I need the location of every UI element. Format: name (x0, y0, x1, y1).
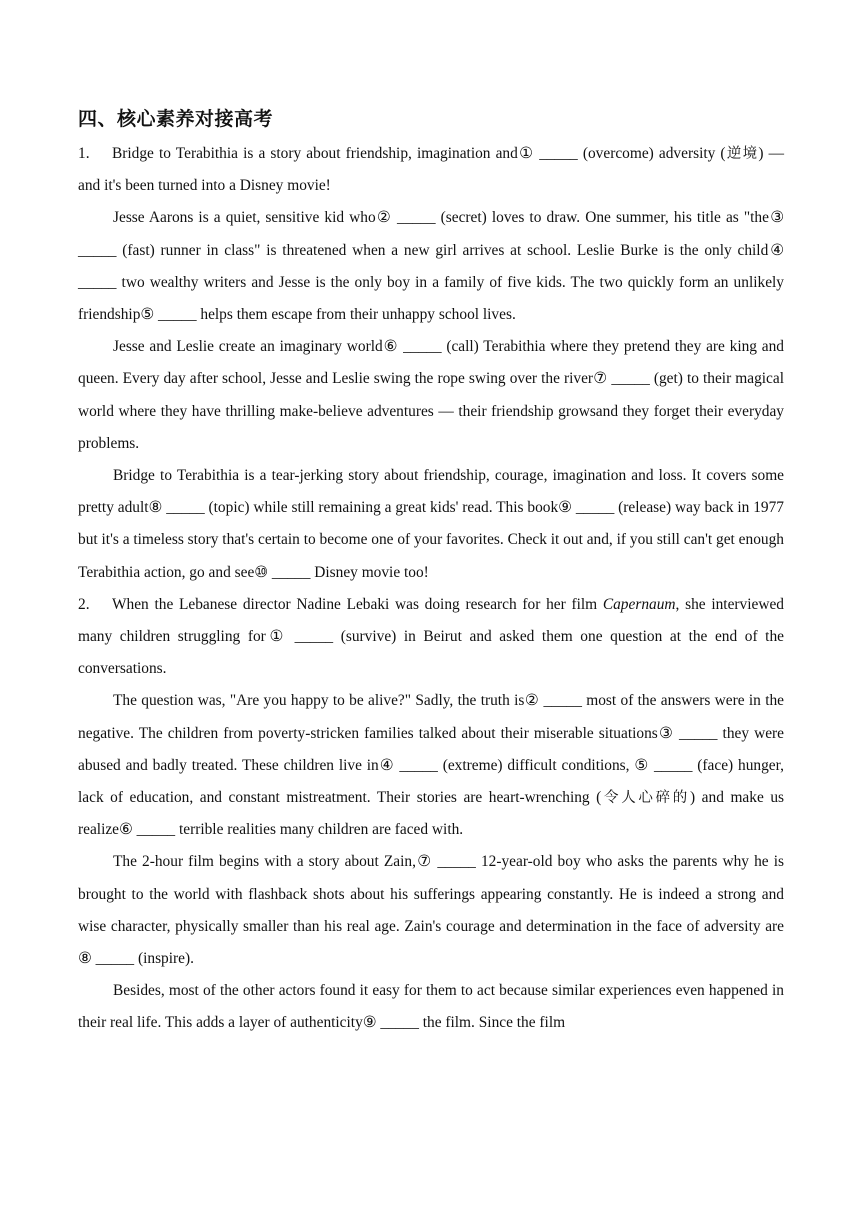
q2-p2-text-b: ) and make us realize⑥ _____ terrible realities many children are faced with. (78, 789, 785, 839)
q1-p1-cjk-gloss: 逆境 (725, 146, 759, 162)
q2-paragraph-4: Besides, most of the other actors found it easy for them to act because similar experiences even happened in their real life. This adds a layer of authenticity⑨ _____ the film. Since the film (78, 982, 784, 1032)
q1-p1-text-a: Bridge to Terabithia is a story about friendship, imagination and① _____ (overcome) adversity ( (112, 145, 726, 162)
q2-p2-cjk-gloss: 令人心碎的 (601, 790, 690, 807)
document-body (78, 138, 784, 1040)
q2-p1-text-a: When the Lebanese director Nadine Lebaki was doing research for her film (112, 595, 603, 613)
q2-paragraph-2 (78, 685, 784, 846)
q1-paragraph-4: Bridge to Terabithia is a tear-jerking story about friendship, courage, imagination and loss. It covers some pretty adult⑧ _____ (topic) while still remaining a great kids' read. This book⑨ _____ (release) way back in 1977 but it's a timeless story that's certain to become one of your favorites. Check it out and, if you still can't get enough Terabithia action, go and see⑩ _____ Disney movie too! (78, 467, 784, 581)
section-title: 四、核心素养对接高考 (78, 108, 274, 130)
q2-paragraph-3: The 2-hour film begins with a story about Zain,⑦ _____ 12-year-old boy who asks the parents why he is brought to the world with flashback shots about his sufferings appearing constantly. He is indeed a strong and wise character, physically smaller than his real age. Zain's courage and determination in the face of adversity are ⑧ _____ (inspire). (78, 853, 784, 968)
q2-paragraph-1 (78, 589, 784, 686)
q1-paragraph-1 (78, 138, 784, 202)
q2-film-title: Capernaum (602, 595, 676, 613)
q1-p1-text-b: ) — and it's been turned into a Disney movie! (78, 145, 784, 195)
q2-p1-text-b: , she interviewed many children struggling for① _____ (survive) in Beirut and asked them one question at the end of the conversations. (78, 595, 784, 678)
q2-number: 2. (78, 595, 90, 613)
q1-number: 1. (78, 145, 90, 162)
q1-paragraph-3: Jesse and Leslie create an imaginary world⑥ _____ (call) Terabithia where they pretend they are king and queen. Every day after school, Jesse and Leslie swing the rope swing over the river⑦ _____ (get) to their magical world where they have thrilling make-believe adventures — their friendship growsand they forget their everyday problems. (78, 338, 784, 452)
q1-paragraph-2: Jesse Aarons is a quiet, sensitive kid who② _____ (secret) loves to draw. One summer, his title as "the③ _____ (fast) runner in class" is threatened when a new girl arrives at school. Leslie Burke is the only child④ _____ two wealthy writers and Jesse is the only boy in a family of five kids. The two quickly form an unlikely friendship⑤ _____ helps them escape from their unhappy school lives. (78, 209, 784, 324)
q2-p2-text-a: The question was, "Are you happy to be alive?" Sadly, the truth is② _____ most of the answers were in the negative. The children from poverty-stricken families talked about their miserable situations③ _____ they were abused and badly treated. These children live in④ _____ (extreme) difficult conditions, ⑤ _____ (face) hunger, lack of education, and constant mistreatment. Their stories are heart-wrenching ( (78, 692, 784, 807)
